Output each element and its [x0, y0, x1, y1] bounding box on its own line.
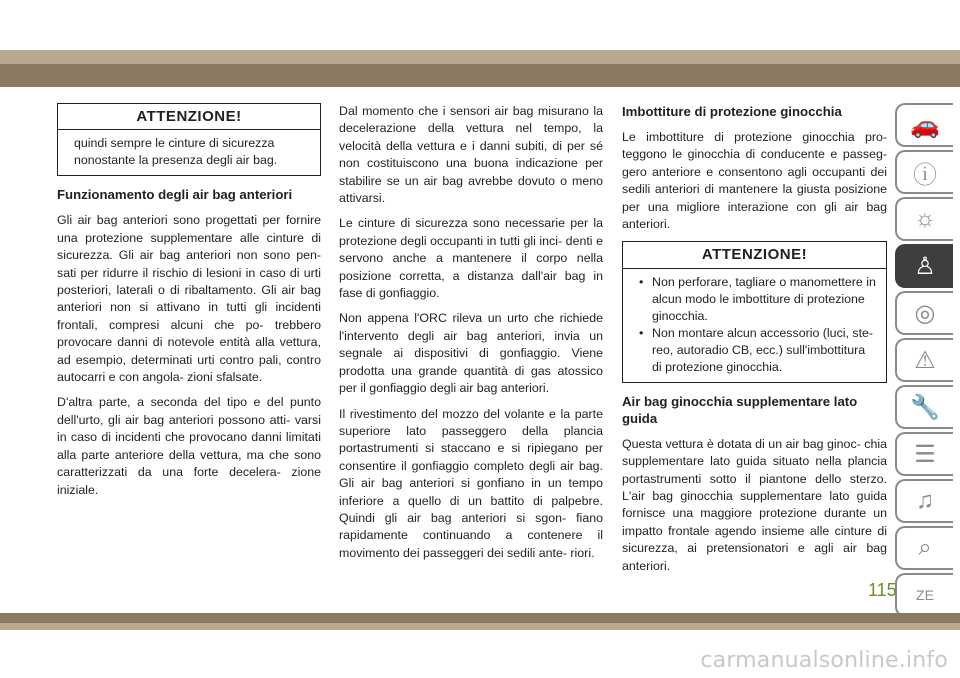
language-letters-icon[interactable]: ZE — [895, 573, 953, 617]
warning-list-item: • Non perforare, tagliare o manomettere in alcun modo le imbottiture di protezione ginocchia. — [639, 274, 876, 325]
warning-list-container — [623, 269, 886, 382]
paragraph: Il rivestimento del mozzo del volante e la parte superiore lato passeggero della plancia portastrumenti si staccano e si ripiegano per consentire il gonfiaggio completo degli air bag. Gli air bag anteriori si gonfiano in un tempo inferiore a quello di un battito di palpebre. Quindi gli air bag anteriori si sgon- fiano rapidamente continuando a contenere il movimento dei passeggeri dei sedili ante- riori. — [339, 406, 603, 560]
paragraph: Questa vettura è dotata di un air bag ginoc- chia supplementare lato guida situato nella plancia portastrumenti sotto il piantone dello sterzo. L'air bag ginocchia supplementare lato guida fornisce una maggiore protezione durante un impatto frontale agendo insieme alle cinture di sicurezza, ai pretensionatori e agli air bag anteriori. — [622, 436, 887, 573]
car-search-icon[interactable]: 🚗 — [895, 103, 953, 147]
warning-lights-icon[interactable]: ☼ — [895, 197, 953, 241]
section-heading: Air bag ginocchia supplementare lato guida — [622, 393, 858, 426]
paragraph: Gli air bag anteriori sono progettati per fornire una protezione supplementare alle cinture di sicurezza. Gli air bag anteriori non sono pen- sati per ridurre il rischio di lesioni in caso di urti posteriori, laterali o di ribaltamento. Gli air bag anteriori non si attivano in tutti gli incidenti frontali, compresi alcuni che po- trebbero provocare danni di notevole entità alla vettura, ad esempio, determinati urti contro pali, contro autocarri e con angola- zioni sfalsate. — [57, 213, 321, 385]
section-heading: Imbottiture di protezione ginocchia — [622, 104, 842, 119]
paragraph: D'altra parte, a seconda del tipo e del punto dell'urto, gli air bag anteriori possono atti- varsi in caso di incidenti che provocano danni limitati alla parte anteriore della vettura, ma che sono caratterizzati da una forte decelera- zione iniziale. — [57, 395, 321, 497]
hazard-icon[interactable]: ⚠ — [895, 338, 953, 382]
warning-list-item: • Non montare alcun accessorio (luci, ste- reo, autoradio CB, ecc.) sull'imbottitura di protezione ginocchia. — [639, 325, 876, 376]
seat-airbag-icon[interactable]: ♙ — [895, 244, 953, 288]
bottom-band-light — [0, 623, 960, 630]
page-number: 115 — [868, 580, 897, 600]
paragraph: Le cinture di sicurezza sono necessarie per la protezione degli occupanti in tutti gli inci- denti e servono anche a mantenere il corpo nella posizione corretta, a distanza dall'air bag in fase di gonfiaggio. — [339, 216, 603, 301]
steering-wheel-icon[interactable]: ◎ — [895, 291, 953, 335]
warning-title: ATTENZIONE! — [623, 242, 886, 268]
column-2 — [339, 103, 603, 570]
paragraph: Le imbottiture di protezione ginocchia pro- teggono le ginocchia di conducente e passeg- gero anteriore e consentono agli occupanti dei sedili anteriori di mantenere la giusta posizione per una migliore interazione con gli air bag anteriori. — [622, 130, 887, 232]
bottom-band-dark — [0, 613, 960, 623]
car-info-icon[interactable]: ⓘ — [895, 150, 953, 194]
index-search-icon[interactable]: ⌕ — [895, 526, 953, 570]
section-heading: Funzionamento degli air bag anteriori — [57, 187, 293, 203]
warning-box — [57, 103, 321, 176]
column-1 — [57, 103, 321, 507]
top-band-light — [0, 50, 960, 64]
warning-box — [622, 241, 887, 382]
warning-text: quindi sempre le cinture di sicurezza nonostante la presenza degli air bag. — [74, 136, 278, 168]
paragraph: Non appena l'ORC rileva un urto che richiede l'intervento degli air bag anteriori, invia un segnale ai dispositivi di gonfiaggio. Viene prodotta una grande quantità di gas atossico per il gonfiaggio degli air bag anteriori. — [339, 311, 603, 396]
column-3 — [622, 103, 887, 583]
car-service-icon[interactable]: 🔧 — [895, 385, 953, 429]
watermark: carmanualsonline.info — [700, 648, 948, 673]
top-band-dark — [0, 64, 960, 87]
chapter-tabs — [895, 103, 953, 620]
warning-title: ATTENZIONE! — [58, 104, 320, 130]
maintenance-list-icon[interactable]: ☰ — [895, 432, 953, 476]
multimedia-icon[interactable]: ♫ — [895, 479, 953, 523]
paragraph: Dal momento che i sensori air bag misurano la decelerazione della vettura nel tempo, la velocità della vettura e i danni subiti, di per sé non costituiscono una buona indicazione per stabilire se un air bag avrebbe dovuto o meno attivarsi. — [339, 104, 603, 206]
warning-list — [639, 274, 876, 376]
